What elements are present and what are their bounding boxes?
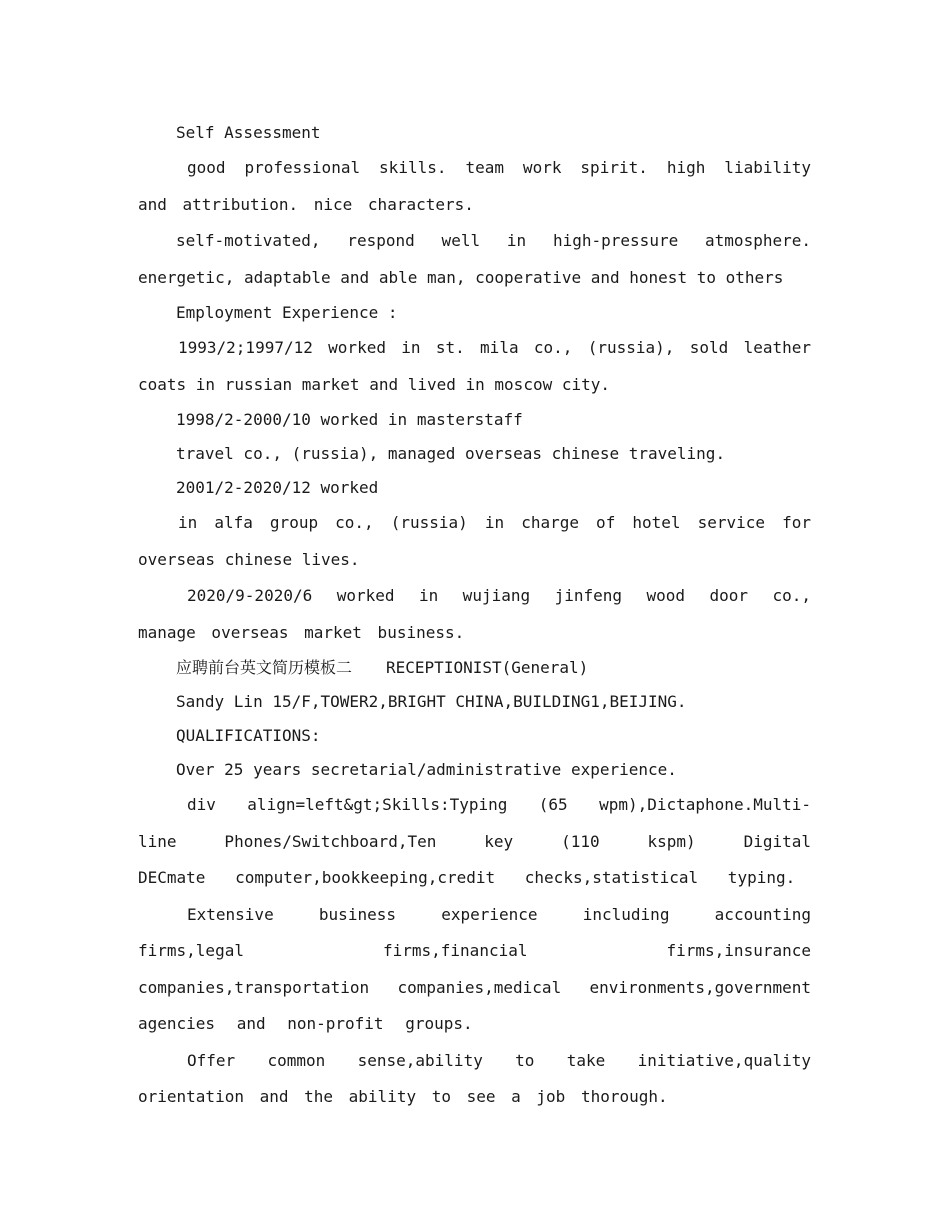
- employment-entry-4: 2020/9-2020/6 worked in wujiang jinfeng wood door co., manage overseas market business.: [138, 586, 811, 642]
- qualification-offer: Offer common sense,ability to take initiative,quality orientation and the ability to see a job thorough.: [138, 1050, 811, 1106]
- template-heading: [138, 651, 811, 685]
- employment-entry-3-line-2: in alfa group co., (russia) in charge of hotel service for overseas chinese lives.: [138, 513, 811, 569]
- qualification-experience: Over 25 years secretarial/administrative experience.: [176, 760, 677, 779]
- employment-entry-2-line-1: 1998/2-2000/10 worked in masterstaff: [176, 410, 523, 429]
- section-title-self-assessment: Self Assessment: [176, 123, 321, 142]
- self-assessment-paragraph-2: self-motivated, respond well in high-pressure atmosphere. energetic, adaptable and able man, cooperative and honest to others: [138, 231, 811, 287]
- employment-entry-3-line-1: 2001/2-2020/12 worked: [176, 478, 379, 497]
- template-heading-en: RECEPTIONIST(General): [386, 658, 589, 677]
- qualification-skills: div align=left&gt;Skills:Typing (65 wpm),Dictaphone.Multi-line Phones/Switchboard,Ten key (110 kspm) Digital DECmate computer,bookkeeping,credit checks,statistical typing.: [138, 795, 811, 887]
- qualification-business-experience: Extensive business experience including accounting firms,legal firms,financial firms,insurance companies,transportation companies,medical environments,government agencies and non-profit groups.: [138, 904, 811, 1033]
- contact-line: Sandy Lin 15/F,TOWER2,BRIGHT CHINA,BUILDING1,BEIJING.: [176, 692, 687, 711]
- section-title-employment: Employment Experience :: [176, 303, 398, 322]
- section-title-qualifications: QUALIFICATIONS:: [176, 726, 321, 745]
- resume-body: [138, 116, 811, 1116]
- employment-entry-1: 1993/2;1997/12 worked in st. mila co., (russia), sold leather coats in russian market and lived in moscow city.: [138, 338, 811, 394]
- employment-entry-2-line-2: travel co., (russia), managed overseas chinese traveling.: [176, 444, 726, 463]
- self-assessment-paragraph-1: good professional skills. team work spirit. high liability and attribution. nice characters.: [138, 158, 811, 214]
- template-heading-cn: 应聘前台英文简历模板二: [176, 658, 353, 677]
